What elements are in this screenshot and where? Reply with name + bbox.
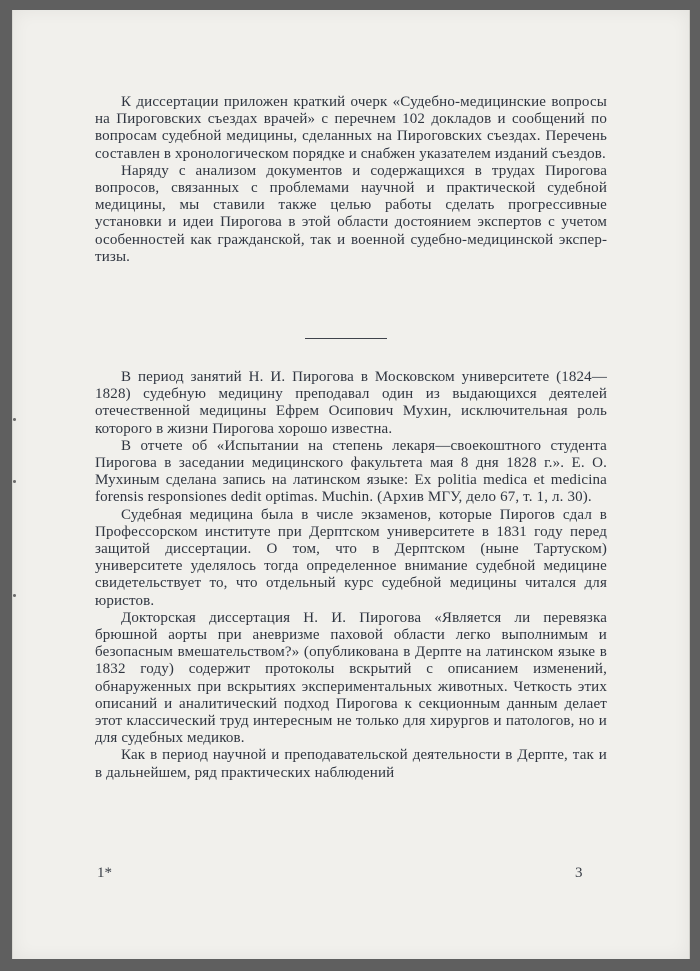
section-divider <box>305 338 387 339</box>
paragraph-goals: Наряду с анализом документов и содержащихся в трудах Пирогова вопросов, связанных с проблемами научной и практической судебной медицины, мы ставили также целью работы сделать прогрессивные установки и идеи Пирогова в этой области достоянием экспертов с учетом особенностей как гражданской, так и военной судебно-медицинской экспертизы. <box>95 162 607 265</box>
paragraph-moscow-university: В период занятий Н. И. Пирогова в Московском университете (1824—1828) судебную медицину преподавал один из выдающихся деятелей отечественной медицины Ефрем Осипович Мухин, исключительная роль которого в жизни Пирогова хорошо известна. <box>95 369 607 437</box>
scan-speck <box>13 594 16 597</box>
paragraph-attachment: К диссертации приложен краткий очерк «Судебно-медицинские вопросы на Пироговских съездах врачей» с перечнем 102 докладов и сообщений по вопросам судебной медицины, сделанных на Пироговских съездах. Перечень составлен в хронологическом порядке и снабжен указателем изданий съездов. <box>95 94 607 162</box>
paragraph-dorpat-practice: Как в период научной и преподавательской деятельности в Дерпте, так и в дальнейшем, ряд практических наблюдений <box>95 747 607 781</box>
signature-mark: 1* <box>97 865 112 881</box>
page-number: 3 <box>575 865 583 881</box>
paragraph-exam-report: В отчете об «Испытании на степень лекаря—своекоштного студента Пирогова в заседании медицинского факультета мая 8 дня 1828 г.». Е. О. Мухиным сделана запись на латинском языке: Ex politia medica et medicina forensis responsiones dedit optimas. Muchin. (Архив МГУ, дело 67, т. 1, л. 30). <box>95 437 607 506</box>
scan-speck <box>13 480 16 483</box>
intro-section <box>95 94 607 266</box>
main-section <box>95 369 607 782</box>
paragraph-doctoral-dissertation: Докторская диссертация Н. И. Пирогова «Является ли перевязка брюшной аорты при аневризме паховой области легко выполнимым и безопасным вмешательством?» (опубликована в Дерпте на латинском языке в 1832 году) содержит протоколы вскрытий с описанием изменений, обнаруженных при вскрытиях экспериментальных животных. Четкость этих описаний и аналитический подход Пирогова к секционным данным делает этот классический труд интересным не только для хирургов и патологов, но и для судебных медиков. <box>95 609 607 747</box>
paragraph-dorpat-exam: Судебная медицина была в числе экзаменов, которые Пирогов сдал в Профессорском институте при Дерптском университете в 1831 году перед защитой диссертации. О том, что в Дерптском (ныне Тартуском) университете уделялось тогда определенное внимание судебной медицине свидетельствует то, что отдельный курс судебной медицины читался для юристов. <box>95 506 607 609</box>
scan-speck <box>13 418 16 421</box>
document-page <box>12 10 690 959</box>
